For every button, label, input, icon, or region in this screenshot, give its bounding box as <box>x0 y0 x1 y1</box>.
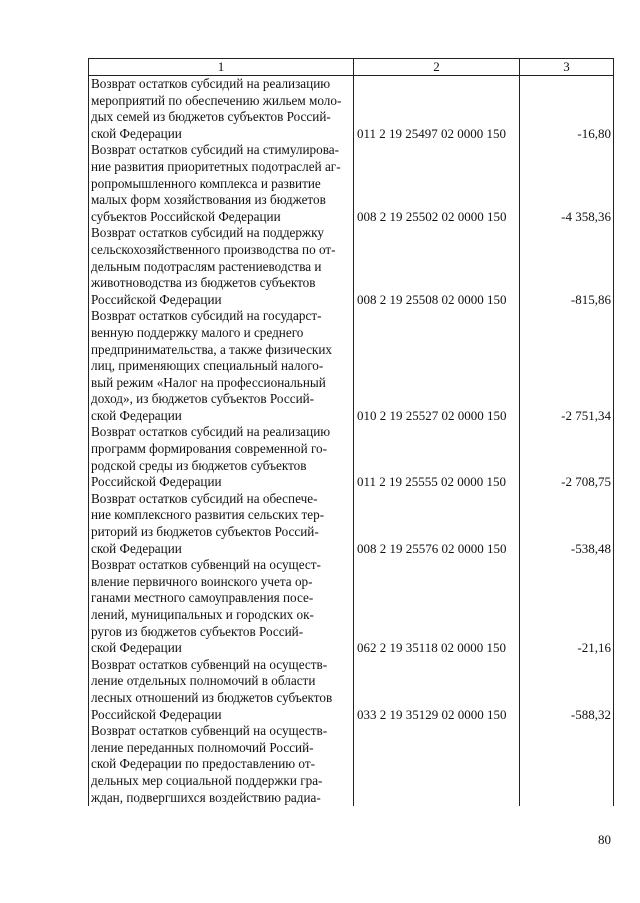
row-description <box>89 142 354 225</box>
description-line: дельных мер социальной поддержки гра- <box>91 772 323 788</box>
row-description <box>89 491 354 557</box>
header-col-2: 2 <box>354 59 520 76</box>
description-line: Российской Федерации <box>91 474 222 490</box>
description-line: лиц, применяющих специальный налого- <box>91 358 324 374</box>
description-line: родской среды из бюджетов субъектов <box>91 457 307 473</box>
row-amount: -2 751,34 <box>520 308 614 424</box>
row-budget-code: 008 2 19 25576 02 0000 150 <box>354 491 520 557</box>
table-row <box>89 557 614 657</box>
row-description <box>89 424 354 490</box>
description-line: предпринимательства, а также физических <box>91 341 332 357</box>
header-col-1: 1 <box>89 59 354 76</box>
row-budget-code: 033 2 19 35129 02 0000 150 <box>354 657 520 723</box>
row-amount: -4 358,36 <box>520 142 614 225</box>
description-line: ние комплексного развития сельских тер- <box>91 507 325 523</box>
description-line: дельным подотраслям растениеводства и <box>91 258 322 274</box>
description-line: лений, муниципальных и городских ок- <box>91 607 314 622</box>
description-line: Российской Федерации <box>91 291 222 307</box>
table-row <box>89 424 614 490</box>
description-line: Возврат остатков субсидий на стимулирова- <box>91 142 340 158</box>
table-row <box>89 142 614 225</box>
description-line: ской Федерации <box>91 407 182 423</box>
description-line: ление отдельных полномочий в области <box>91 673 316 689</box>
row-description <box>89 76 354 143</box>
description-line: животноводства из бюджетов субъектов <box>91 275 316 291</box>
row-amount: -538,48 <box>520 491 614 557</box>
row-budget-code: 008 2 19 25508 02 0000 150 <box>354 225 520 308</box>
description-line: ругов из бюджетов субъектов Россий- <box>91 623 304 639</box>
description-line: доход», из бюджетов субъектов Россий- <box>91 391 315 407</box>
table-row <box>89 491 614 557</box>
row-description <box>89 723 354 806</box>
row-budget-code: 011 2 19 25555 02 0000 150 <box>354 424 520 490</box>
row-budget-code: 008 2 19 25502 02 0000 150 <box>354 142 520 225</box>
description-line: программ формирования современной го- <box>91 441 328 457</box>
table-row <box>89 76 614 143</box>
table-row <box>89 225 614 308</box>
row-description <box>89 308 354 424</box>
row-budget-code: 010 2 19 25527 02 0000 150 <box>354 308 520 424</box>
description-line: Возврат остатков субсидий на государст- <box>91 308 322 324</box>
row-amount: -16,80 <box>520 76 614 143</box>
header-col-3: 3 <box>520 59 614 76</box>
description-line: ждан, подвергшихся воздействию радиа- <box>91 789 321 805</box>
description-line: Возврат остатков субсидий на реализацию <box>91 424 331 440</box>
description-line: ние развития приоритетных подотраслей аг- <box>91 158 341 174</box>
description-line: ропромышленного комплекса и развитие <box>91 175 321 191</box>
description-line: Возврат остатков субвенций на осуществ- <box>91 656 328 672</box>
description-line: Возврат остатков субвенций на осуществ- <box>91 723 328 739</box>
description-line: субъектов Российской Федерации <box>91 208 281 224</box>
description-line: ление переданных полномочий Россий- <box>91 739 314 755</box>
description-line: Российской Федерации <box>91 706 222 722</box>
page-number: 80 <box>598 832 611 847</box>
description-line: Возврат остатков субсидий на реализацию <box>91 76 331 91</box>
row-amount: -588,32 <box>520 657 614 723</box>
row-amount: -2 708,75 <box>520 424 614 490</box>
table-row <box>89 723 614 806</box>
description-line: вый режим «Налог на профессиональный <box>91 374 326 390</box>
description-line: ской Федерации <box>91 640 182 656</box>
description-line: сельскохозяйственного производства по от- <box>91 241 336 257</box>
row-description <box>89 657 354 723</box>
row-amount: -21,16 <box>520 557 614 657</box>
description-line: венную поддержку малого и среднего <box>91 324 304 340</box>
description-line: Возврат остатков субвенций на осущест- <box>91 557 321 573</box>
row-budget-code <box>354 723 520 806</box>
budget-table <box>88 58 614 806</box>
description-line: вление первичного воинского учета ор- <box>91 573 313 589</box>
table-row <box>89 657 614 723</box>
description-line: малых форм хозяйствования из бюджетов <box>91 192 326 208</box>
description-line: ской Федерации по предоставлению от- <box>91 756 315 772</box>
row-budget-code: 011 2 19 25497 02 0000 150 <box>354 76 520 143</box>
description-line: ской Федерации <box>91 125 182 141</box>
row-description <box>89 557 354 657</box>
row-description <box>89 225 354 308</box>
description-line: Возврат остатков субсидий на обеспече- <box>91 490 318 506</box>
row-amount <box>520 723 614 806</box>
description-line: мероприятий по обеспечению жильем моло- <box>91 92 342 108</box>
row-amount: -815,86 <box>520 225 614 308</box>
row-budget-code: 062 2 19 35118 02 0000 150 <box>354 557 520 657</box>
description-line: ганами местного самоуправления посе- <box>91 590 314 606</box>
description-line: риторий из бюджетов субъектов Россий- <box>91 524 319 540</box>
description-line: лесных отношений из бюджетов субъектов <box>91 689 333 705</box>
description-line: Возврат остатков субсидий на поддержку <box>91 225 324 241</box>
description-line: дых семей из бюджетов субъектов Россий- <box>91 109 331 125</box>
description-line: ской Федерации <box>91 540 182 556</box>
table-row <box>89 308 614 424</box>
table-body <box>89 76 614 807</box>
header-row <box>89 59 614 76</box>
